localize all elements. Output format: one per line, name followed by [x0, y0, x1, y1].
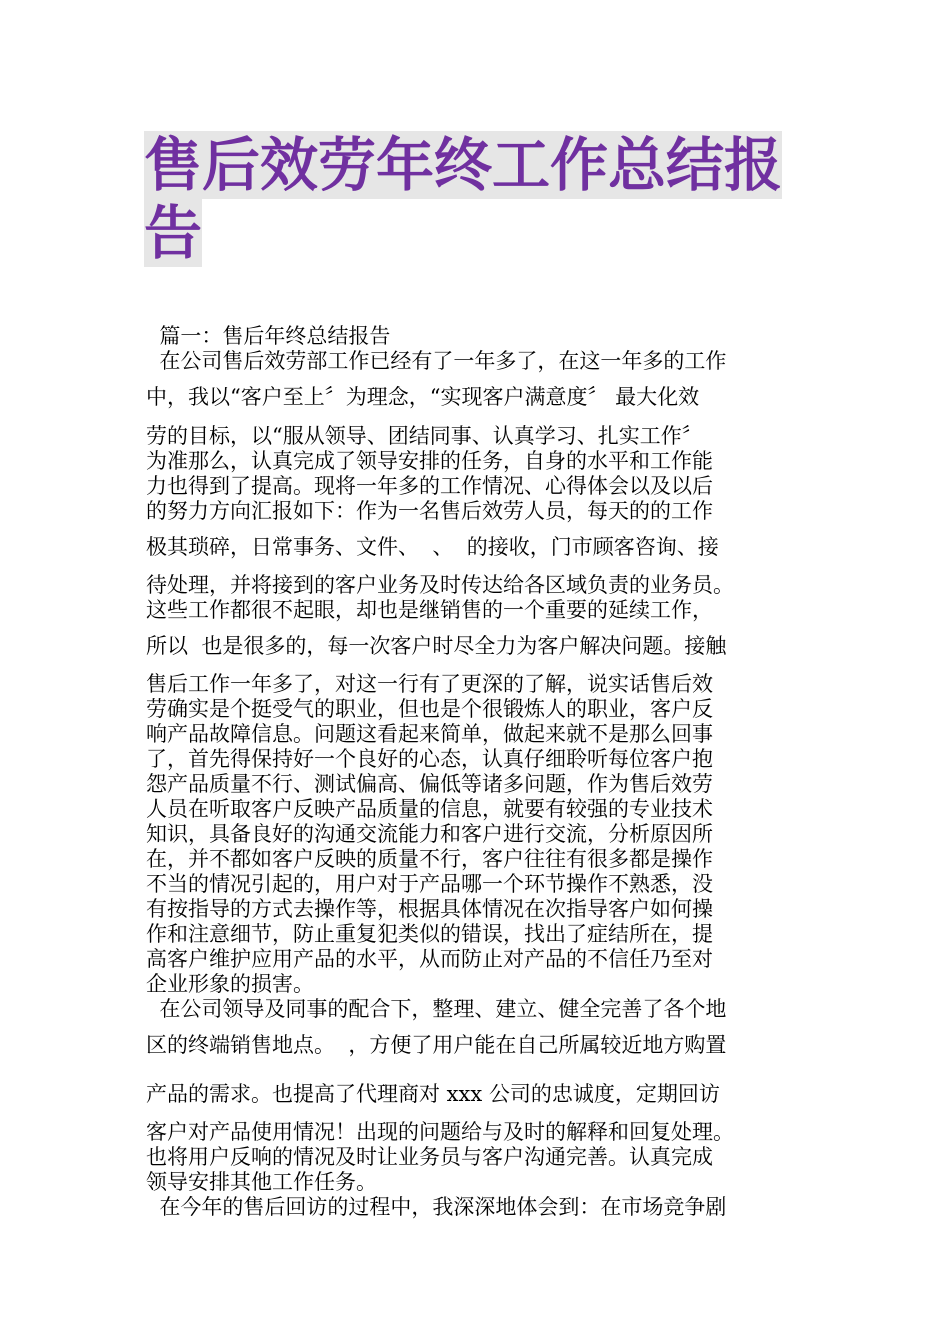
body-line: 知识，具备良好的沟通交流能力和客户进行交流，分析原因所	[146, 822, 713, 846]
body-line: 劳的目标，以“服从领导、团结同事、认真学习、扎实工作〞	[146, 424, 703, 448]
body-line: 售后工作一年多了，对这一行有了更深的了解，说实话售后效	[146, 672, 713, 696]
body-line: 了，首先得保持好一个良好的心态，认真仔细聆听每位客户抱	[146, 747, 713, 771]
body-line: 的努力方向汇报如下：作为一名售后效劳人员，每天的的工作	[146, 499, 713, 523]
body-line: 在公司领导及同事的配合下，整理、建立、健全完善了各个地	[146, 997, 727, 1021]
body-line: 中，我以“客户至上〞为理念，“实现客户满意度〞 最大化效	[146, 385, 700, 409]
body-line: 领导安排其他工作任务。	[146, 1170, 377, 1194]
body-line: 怨产品质量不行、测试偏高、偏低等诸多问题，作为售后效劳	[146, 772, 713, 796]
body-line: 所以 也是很多的，每一次客户时尽全力为客户解决问题。接触	[146, 634, 727, 658]
document-title-line-2: 告	[144, 199, 203, 267]
body-line: 在，并不都如客户反映的质量不行，客户往往有很多都是操作	[146, 847, 713, 871]
body-line: 在今年的售后回访的过程中，我深深地体会到：在市场竞争剧	[146, 1195, 727, 1219]
body-line: 在公司售后效劳部工作已经有了一年多了，在这一年多的工作	[146, 349, 727, 373]
body-line: 也将用户反响的情况及时让业务员与客户沟通完善。认真完成	[146, 1145, 713, 1169]
body-line: 客户对产品使用情况！出现的问题给与及时的解释和回复处理。	[146, 1120, 734, 1144]
body-line: 作和注意细节，防止重复犯类似的错误，找出了症结所在，提	[146, 922, 713, 946]
body-line: 劳确实是个挺受气的职业，但也是个很锻炼人的职业，客户反	[146, 697, 713, 721]
body-line: 篇一：售后年终总结报告	[146, 324, 391, 348]
body-line: 不当的情况引起的，用户对于产品哪一个环节操作不熟悉，没	[146, 872, 713, 896]
body-line: 高客户维护应用产品的水平，从而防止对产品的不信任乃至对	[146, 947, 713, 971]
body-line: 极其琐碎，日常事务、文件、 、 的接收，门市顾客咨询、接	[146, 535, 719, 559]
body-line: 企业形象的损害。	[146, 972, 314, 996]
body-line: 区的终端销售地点。 ，方便了用户能在自己所属较近地方购置	[146, 1033, 727, 1057]
document-title-line-1: 售后效劳年终工作总结报	[144, 131, 783, 199]
body-line: 产品的需求。也提高了代理商对 xxx 公司的忠诚度，定期回访	[146, 1082, 720, 1106]
body-line: 力也得到了提高。现将一年多的工作情况、心得体会以及以后	[146, 474, 713, 498]
body-line: 有按指导的方式去操作等，根据具体情况在次指导客户如何操	[146, 897, 713, 921]
body-line: 人员在听取客户反映产品质量的信息，就要有较强的专业技术	[146, 797, 713, 821]
body-line: 这些工作都很不起眼，却也是继销售的一个重要的延续工作，	[146, 598, 713, 622]
body-line: 待处理，并将接到的客户业务及时传达给各区域负责的业务员。	[146, 573, 734, 597]
body-line: 响产品故障信息。问题这看起来简单，做起来就不是那么回事	[146, 722, 713, 746]
body-line: 为准那么，认真完成了领导安排的任务，自身的水平和工作能	[146, 449, 713, 473]
